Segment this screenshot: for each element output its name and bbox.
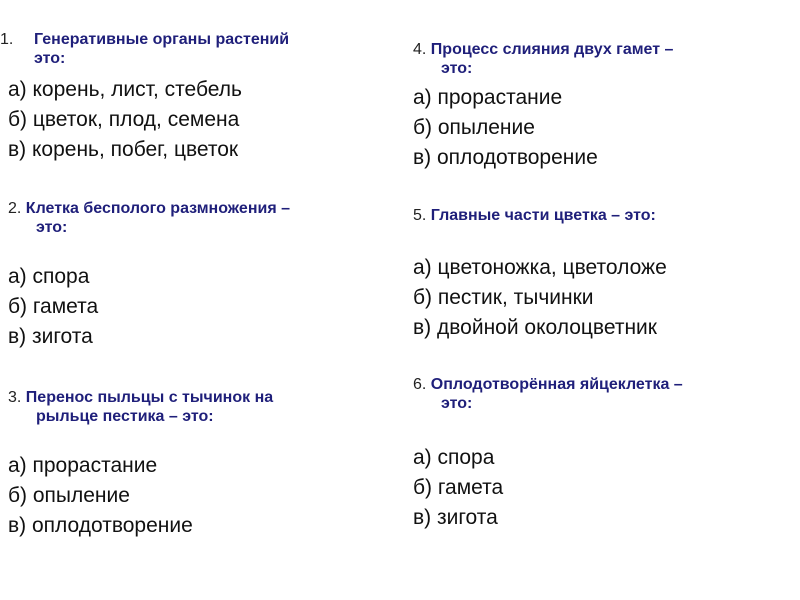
answer-list <box>413 443 800 533</box>
question-title-line: это: <box>36 219 68 236</box>
question-title-line: Процесс слияния двух гамет – <box>430 41 674 58</box>
answer-list <box>0 75 400 165</box>
question-6 <box>413 375 800 533</box>
answer-option: в) оплодотворение <box>8 514 193 537</box>
question-1 <box>0 30 400 165</box>
question-title-line: Перенос пыльцы с тычинок на <box>25 389 274 406</box>
answer-option: в) оплодотворение <box>413 146 598 169</box>
question-title-line: Главные части цветка – это: <box>430 207 656 224</box>
question-number: 6. <box>413 376 427 393</box>
question-title-line: Клетка бесполого размножения – <box>25 200 290 217</box>
question-4 <box>413 40 800 173</box>
answer-option: а) спора <box>8 265 90 288</box>
answer-option: в) двойной околоцветник <box>413 316 657 339</box>
answer-option: в) зигота <box>413 506 498 529</box>
answer-list <box>8 451 400 541</box>
question-title-line: это: <box>34 50 66 67</box>
answer-option: б) гамета <box>8 295 99 318</box>
question-number: 5. <box>413 207 427 224</box>
question-4-title <box>413 40 800 78</box>
answer-option: а) цветоножка, цветоложе <box>413 256 667 279</box>
question-number: 2. <box>8 200 22 217</box>
answer-option: в) зигота <box>8 325 93 348</box>
question-2 <box>0 199 400 352</box>
answer-option: б) пестик, тычинки <box>413 286 594 309</box>
answer-option: б) опыление <box>413 116 535 139</box>
question-number: 3. <box>8 389 22 406</box>
answer-option: а) корень, лист, стебель <box>8 78 242 101</box>
answer-list <box>8 262 400 352</box>
question-title-line: это: <box>441 395 473 412</box>
question-3 <box>0 388 400 541</box>
answer-option: б) гамета <box>413 476 504 499</box>
question-2-title <box>8 199 400 237</box>
question-5-title <box>413 206 800 225</box>
question-1-title <box>0 30 400 68</box>
question-title-line: это: <box>441 60 473 77</box>
question-3-title <box>8 388 400 426</box>
answer-option: а) прорастание <box>8 454 158 477</box>
answer-option: в) корень, побег, цветок <box>8 138 239 161</box>
question-title-line: Генеративные органы растений <box>34 31 290 48</box>
question-number: 1. <box>0 31 14 48</box>
answer-list <box>413 83 800 173</box>
question-number: 4. <box>413 41 427 58</box>
question-6-title <box>413 375 800 413</box>
question-title-line: Оплодотворённая яйцеклетка – <box>430 376 683 393</box>
answer-option: б) цветок, плод, семена <box>8 108 240 131</box>
answer-list <box>413 253 800 343</box>
answer-option: а) спора <box>413 446 495 469</box>
question-5 <box>413 206 800 343</box>
answer-option: б) опыление <box>8 484 130 507</box>
answer-option: а) прорастание <box>413 86 563 109</box>
question-title-line: рыльце пестика – это: <box>36 408 214 425</box>
